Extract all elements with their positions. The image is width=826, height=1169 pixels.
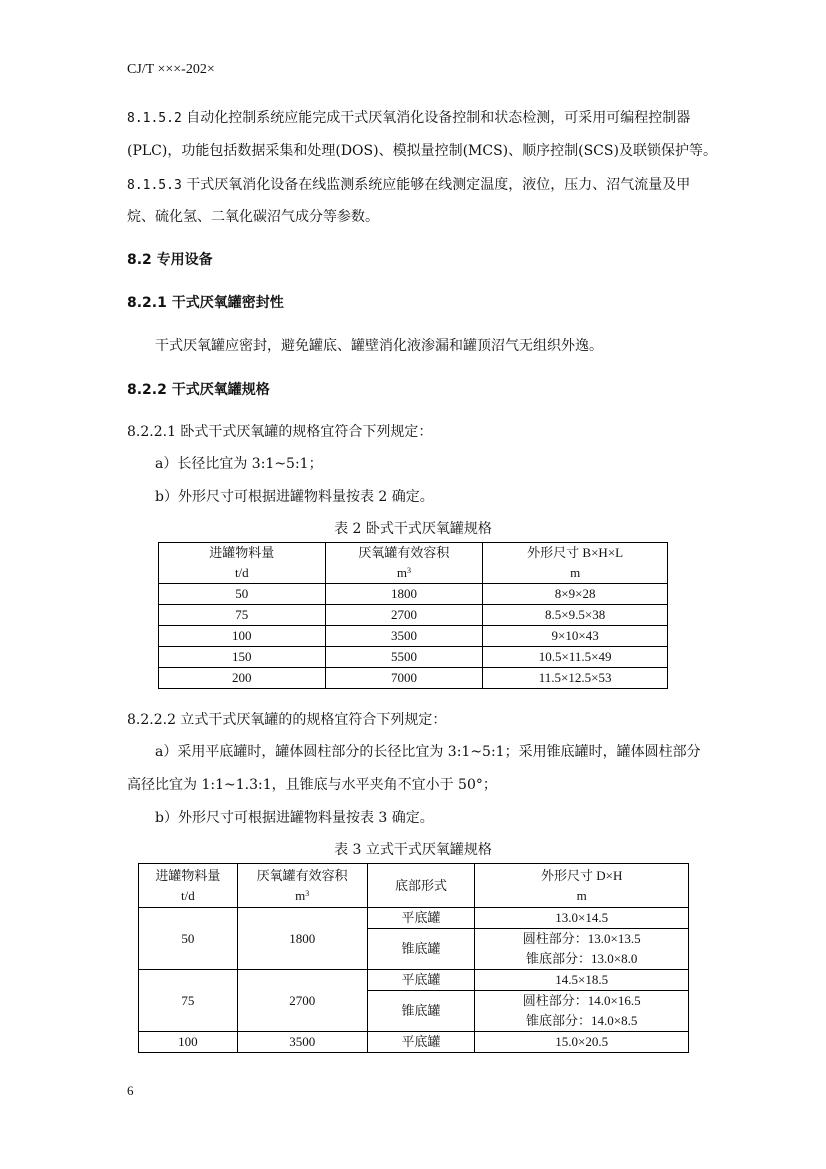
size-cell: [475, 929, 689, 970]
section-heading-8-2: 8.2 专用设备: [127, 252, 213, 268]
table-cell: 11.5×12.5×53: [483, 668, 668, 689]
paragraph-line: (PLC)，功能包括数据采集和处理(DOS)、模拟量控制(MCS)、顺序控制(SCS)及联锁保护等。: [127, 143, 717, 159]
table-row: [139, 970, 689, 991]
table-row: [159, 647, 668, 668]
paragraph-8-1-5-2: [127, 108, 690, 129]
table-cell: 8.5×9.5×38: [483, 605, 668, 626]
table-cell: 2700: [325, 605, 483, 626]
size-cell: 15.0×20.5: [475, 1032, 689, 1053]
table-cell: 8×9×28: [483, 584, 668, 605]
table-header-row: [159, 543, 668, 584]
table-row: [139, 1032, 689, 1053]
header-unit-sup: 3: [407, 566, 411, 575]
size-line: 圆柱部分：13.0×13.5: [522, 931, 641, 946]
volume-cell: 1800: [237, 908, 367, 970]
header-cell: [367, 864, 475, 908]
header-cell: [139, 864, 238, 908]
table-cell: 7000: [325, 668, 483, 689]
header-cell: [325, 543, 483, 584]
table-cell: 1800: [325, 584, 483, 605]
paragraph-8-1-5-3: [127, 175, 690, 196]
header-name: 外形尺寸 B×H×L: [527, 545, 624, 560]
table-3: [138, 863, 689, 1053]
header-cell: [237, 864, 367, 908]
load-cell: 75: [139, 970, 238, 1032]
header-name: 进罐物料量: [209, 545, 275, 560]
page-number: 6: [127, 1083, 134, 1098]
table-row: [159, 626, 668, 647]
list-item-b: b）外形尺寸可根据进罐物料量按表 2 确定。: [155, 489, 434, 505]
header-name: 厌氧罐有效容积: [358, 545, 450, 560]
header-unit: m: [396, 565, 407, 580]
bottom-type-cell: 锥底罐: [367, 991, 475, 1032]
header-name: 外形尺寸 D×H: [540, 867, 623, 883]
paragraph-8-2-2-1: 8.2.2.1 卧式干式厌氧罐的规格宜符合下列规定：: [127, 424, 433, 440]
size-cell: 13.0×14.5: [475, 908, 689, 929]
load-cell: 50: [139, 908, 238, 970]
paragraph-line: 烷、硫化氢、二氧化碳沼气成分等参数。: [127, 209, 379, 225]
paragraph-8-2-1: 干式厌氧罐应密封，避免罐底、罐壁消化液渗漏和罐顶沼气无组织外逸。: [155, 338, 603, 354]
table-row: [159, 668, 668, 689]
size-line: 锥底部分：13.0×8.0: [526, 951, 638, 966]
header-cell: [475, 864, 689, 908]
size-line: 锥底部分：14.0×8.5: [526, 1013, 638, 1028]
running-header: CJ/T ×××-202×: [127, 62, 215, 77]
header-cell: [159, 543, 326, 584]
table-cell: 50: [159, 584, 326, 605]
table-cell: 10.5×11.5×49: [483, 647, 668, 668]
table-cell: 75: [159, 605, 326, 626]
table-cell: 5500: [325, 647, 483, 668]
table-cell: 3500: [325, 626, 483, 647]
bottom-type-cell: 平底罐: [367, 1032, 475, 1053]
load-cell: 100: [139, 1032, 238, 1053]
table-cell: 9×10×43: [483, 626, 668, 647]
table-cell: 200: [159, 668, 326, 689]
paragraph-line: 自动化控制系统应能完成干式厌氧消化设备控制和状态检测，可采用可编程控制器: [186, 110, 691, 126]
bottom-type-cell: 锥底罐: [367, 929, 475, 970]
bottom-type-cell: 平底罐: [367, 908, 475, 929]
size-cell: [475, 991, 689, 1032]
header-name: 厌氧罐有效容积: [256, 867, 348, 883]
header-cell: [483, 543, 668, 584]
bottom-type-cell: 平底罐: [367, 970, 475, 991]
paragraph-line: 干式厌氧消化设备在线监测系统应能够在线测定温度，液位，压力、沼气流量及甲: [186, 177, 691, 193]
header-unit: m: [570, 565, 581, 580]
header-unit-sup: 3: [305, 888, 310, 898]
section-heading-8-2-1: 8.2.1 干式厌氧罐密封性: [127, 295, 284, 311]
table-row: [159, 605, 668, 626]
volume-cell: 2700: [237, 970, 367, 1032]
size-cell: 14.5×18.5: [475, 970, 689, 991]
table-cell: 100: [159, 626, 326, 647]
size-line: 圆柱部分：14.0×16.5: [522, 993, 641, 1008]
list-item-a: a）长径比宜为 3:1~5:1；: [155, 456, 323, 472]
volume-cell: 3500: [237, 1032, 367, 1053]
paragraph-8-2-2-2: 8.2.2.2 立式干式厌氧罐的的规格宜符合下列规定：: [127, 712, 447, 728]
header-unit: m: [576, 887, 587, 903]
table-row: [159, 584, 668, 605]
header-name: 底部形式: [394, 877, 447, 893]
table-row: [139, 908, 689, 929]
table-header-row: [139, 864, 689, 908]
header-unit: t/d: [181, 887, 195, 903]
header-unit: m: [295, 887, 306, 903]
header-unit: t/d: [234, 565, 249, 580]
section-heading-8-2-2: 8.2.2 干式厌氧罐规格: [127, 382, 270, 398]
header-name: 进罐物料量: [155, 867, 221, 883]
table3-caption: 表 3 立式干式厌氧罐规格: [334, 842, 492, 858]
list-item-b: b）外形尺寸可根据进罐物料量按表 3 确定。: [155, 810, 434, 826]
table2-caption: 表 2 卧式干式厌氧罐规格: [334, 521, 492, 537]
paragraph-line: 高径比宜为 1:1~1.3:1，且锥底与水平夹角不宜小于 50°；: [127, 777, 497, 793]
clause-number: 8.1.5.2: [127, 111, 182, 126]
list-item-a: a）采用平底罐时，罐体圆柱部分的长径比宜为 3:1~5:1；采用锥底罐时，罐体圆柱部分: [155, 744, 701, 760]
table-cell: 150: [159, 647, 326, 668]
table-2: [158, 542, 668, 689]
clause-number: 8.1.5.3: [127, 178, 182, 193]
